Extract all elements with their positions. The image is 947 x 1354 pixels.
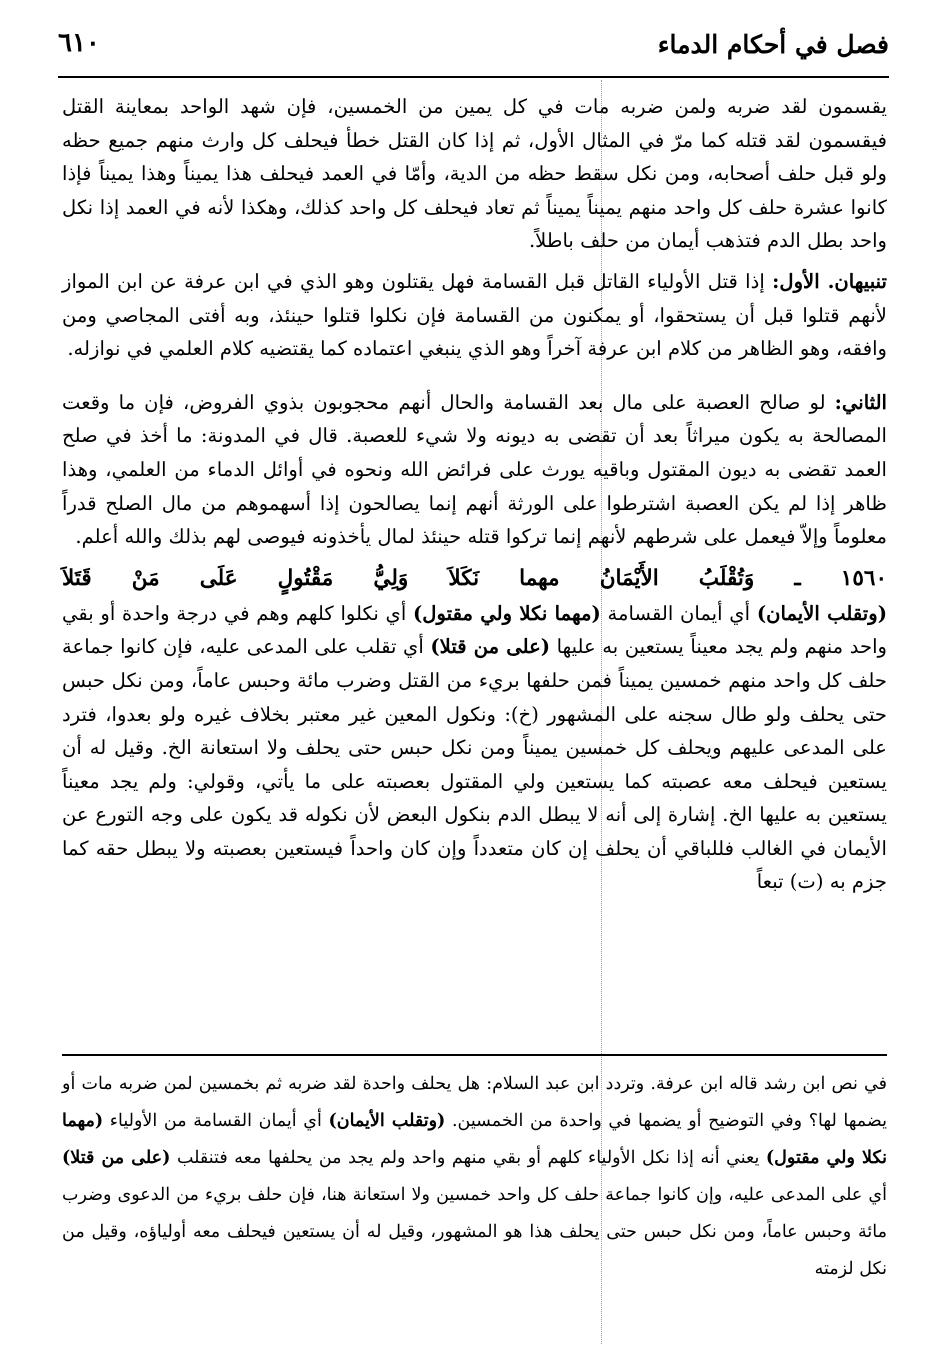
paragraph-oath-procedure: يقسمون لقد ضربه ولمن ضربه مات في كل يمين من الخمسين، فإن شهد الواحد بمعاينة القتل فيقسمون لقد قتله كما مرّ في المثال الأول، ثم إذا كان القتل خطأ فيحلف كل وارث منهم جميع حظه ولو قبل حلف أصحابه، ومن نكل سقط حظه من الدية، وأمّا في العمد فيحلف هذا يميناً وهذا يميناً فإذا كانوا عشرة حلف كل واحد منهم يميناً يميناً ثم تعاد فيحلف كل واحد كذلك، وهكذا لأنه في العمد إذا نكل واحد بطل الدم فتذهب أيمان من حلف باطلاً.: [62, 95, 887, 253]
running-header: [58, 22, 889, 72]
paragraph-second-note: [62, 386, 887, 554]
bold-quote-run: (مهما نكلا ولي مقتول): [413, 601, 601, 625]
bold-quote-run: (وتقلب الأيمان): [756, 601, 887, 625]
first-note-label: تنبيهان. الأول:: [772, 269, 887, 293]
footnote-text: [62, 1066, 887, 1288]
second-note-text: لو صالح العصبة على مال بعد القسامة والحال أنهم محجوبون بذوي الفروض، فإن ما وقعت المصالحة به يكون ميراثاً بعد أن تقضى به ديونه ولا شيء للعصبة. قال في المدونة: ما أخذ في صلح العمد تقضى به ديون المقتول وباقيه يورث على فرائض الله ونحوه في أوائل الدماء من العلمي، وهذا ظاهر إذا لم يكن العصبة اشترطوا على الورثة أنهم إنما يصالحون إذا أسهموهم من مال الصلح قدراً معلوماً وإلاّ فيعمل على شرطهم لأنهم إنما تركوا قتله حينئذ لمال يأخذونه فيوصى لهم بذلك والله أعلم.: [62, 390, 887, 549]
main-text: [62, 90, 887, 899]
text-run: في نص ابن رشد قاله ابن عرفة. وتردد ابن عبد السلام: هل يحلف واحدة لقد ضربه ثم بخمسين لمن ضربه مات أو يضمها لها؟ وفي التوضيح أو يضمها في واحدة من الخمسين.: [62, 1074, 887, 1131]
text-run: أي على المدعى عليه، وإن كانوا جماعة حلف كل واحد خمسين ولا استعانة هنا، فإن حلف بريء من الدعوى وضرب مائة وحبس عاماً، ومن نكل حبس حتى يحلف هذا هو المشهور، وقيل له أن يستعين فيحلف معه أولياؤه، وقيل من نكل لزمته: [62, 1185, 887, 1279]
verse-1560: ١٥٦٠ ـ وَتُقْلَبُ الأَيْمَانُ مهما نَكَلاَ وَلِيُّ مَقْتُولٍ عَلَى مَنْ قَتَلاَ: [62, 565, 887, 591]
text-run: يعني أنه إذا نكل الأولياء كلهم أو بقي منهم واحد ولم يجد من يحلفها معه فتنقلب: [170, 1148, 766, 1168]
second-note-label: الثاني:: [834, 390, 887, 414]
bold-quote-run: (على من قتلا): [62, 1148, 171, 1168]
paragraph-first-note: [62, 265, 887, 366]
footnote-divider: [62, 1054, 887, 1056]
bold-quote-run: (على من قتلا): [430, 635, 551, 659]
text-run: أي أيمان القسامة من الأولياء: [103, 1111, 329, 1131]
bold-quote-run: (مهما نكلا ولي مقتول): [62, 1111, 887, 1168]
first-note-text: إذا قتل الأولياء القاتل قبل القسامة فهل يقتلون وهو الذي في ابن عرفة عن ابن المواز لأنهم قتلوا قبل أن يستحقوا، أو يمكنون من القسامة فإن نكلوا قتلوا حينئذ، وبه أفتى المجاصي ومن وافقه، وهو الظاهر من كلام ابن عرفة آخراً وهو الذي ينبغي اعتماده كما يقتضيه كلام العلمي في نوازله.: [62, 269, 887, 361]
page-number: ٦١٠: [58, 28, 100, 58]
verse-commentary: [62, 597, 887, 899]
text-run: أي أيمان القسامة: [600, 601, 757, 625]
bold-quote-run: (وتقلب الأيمان): [328, 1111, 446, 1131]
text-run: أي تقلب على المدعى عليه، فإن كانوا جماعة حلف كل واحد منهم خمسين يميناً فمن حلفها بريء من القتل وضرب مائة وحبس عاماً، ومن نكل حبس حتى يحلف ولو طال سجنه على المشهور (خ): ونكول المعين غير معتبر بخلاف غيره ولو بعدوا، فترد على المدعى عليهم ويحلف كل خمسين يميناً ومن نكل حبس حتى يحلف ولا استعانة الخ. وقيل له أن يستعين فيحلف معه عصبته كما يستعين ولي المقتول بعصبته على ما يأتي، وقولي: ولم يجد معيناً يستعين به عليها الخ. إشارة إلى أنه لا يبطل الدم بنكول البعض لأن نكوله قد يكون على وجه التورع عن الأيمان في الغالب فللباقي أن يحلف إن كان متعدداً وإن كان واحداً فيستعين بعصبته ولا يبطل حقه كما جزم به (ت) تبعاً: [62, 635, 887, 894]
footnote: [62, 1066, 887, 1288]
header-divider: [58, 76, 889, 78]
text-run: أي نكلوا كلهم وهم في درجة واحدة أو بقي واحد منهم ولم يجد معيناً يستعين به عليها: [62, 601, 887, 659]
chapter-title: فصل في أحكام الدماء: [657, 30, 889, 59]
